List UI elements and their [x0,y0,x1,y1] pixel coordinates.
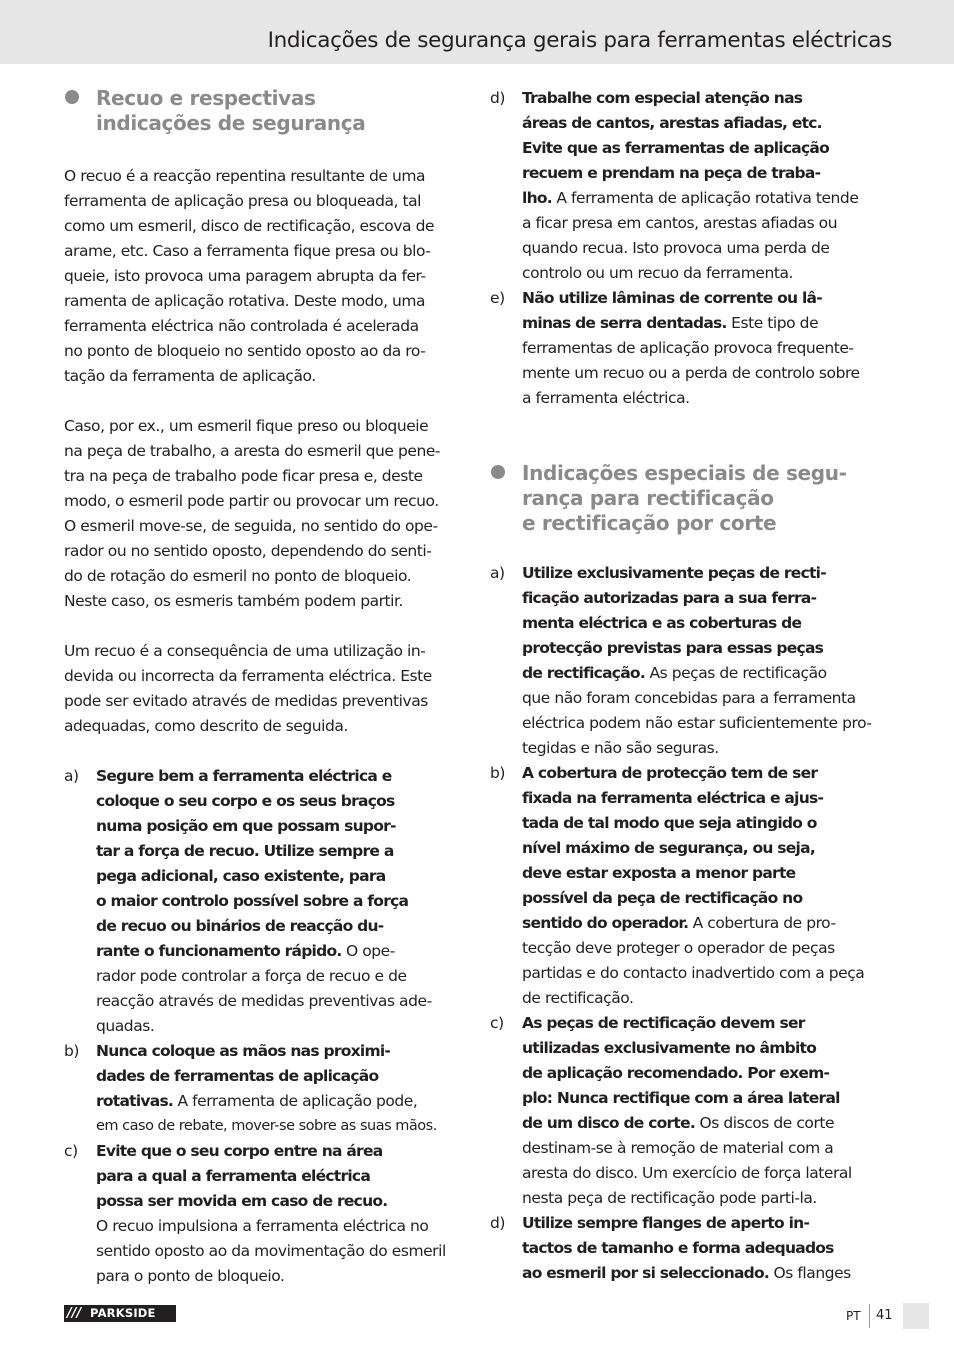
item-line [522,261,894,286]
regular-text: rador pode controlar a força de recuo e de [96,967,407,985]
bold-text: Segure bem a ferramenta eléctrica e [96,767,392,785]
regular-text: em caso de rebate, mover-se sobre as suas mãos. [96,1118,437,1134]
bold-text: tada de tal modo que seja atingido o [522,814,817,832]
item-line [96,939,466,964]
item-line [96,764,466,789]
bold-text: tactos de tamanho e forma adequados [522,1239,834,1257]
bold-text: de um disco de corte. [522,1114,695,1132]
regular-text: quando recua. Isto provoca uma perda de [522,239,830,257]
list-item [490,561,894,761]
parkside-logo [64,1305,176,1322]
regular-text: A ferramenta de aplicação rotativa tende [551,189,859,207]
bold-text: ficação autorizadas para a sua ferra- [522,589,817,607]
item-line [96,1114,466,1139]
language-code: PT [846,1309,861,1323]
item-line [522,736,894,761]
bold-text: sentido do operador. [522,914,689,932]
text-line: ferramenta eléctrica não controlada é acelerada [64,317,419,335]
section-heading-recoil [64,86,466,136]
heading-line: rança para rectificação [522,486,774,510]
item-line [522,861,894,886]
paragraph-recoil-definition [64,164,466,389]
heading-line: Indicações especiais de segu- [522,461,847,485]
bold-text: lho. [522,189,552,207]
item-line [522,886,894,911]
item-line [96,1014,466,1039]
regular-text: destinam-se à remoção de material com a [522,1139,834,1157]
item-line [96,864,466,889]
regular-text: de rectificação. [522,989,634,1007]
item-line [522,1261,894,1286]
header-bar [0,0,954,64]
item-line [522,911,894,936]
list-item [490,86,894,286]
item-line [522,1036,894,1061]
regular-text: que não foram concebidas para a ferramenta [522,689,856,707]
regular-text: a ferramenta eléctrica. [522,389,690,407]
regular-text: Os flanges [769,1264,851,1282]
item-line [522,811,894,836]
item-line [522,111,894,136]
regular-text: tecção deve proteger o operador de peças [522,939,835,957]
paragraph-recoil-consequence [64,639,466,739]
bold-text: minas de serra dentadas. [522,314,727,332]
list-item [490,1011,894,1211]
bold-text: ao esmeril por si seleccionado. [522,1264,770,1282]
text-line: O recuo é a reacção repentina resultante de uma [64,167,426,185]
item-line [522,186,894,211]
item-line [96,1189,466,1214]
item-line [96,914,466,939]
logo-slashes: /// [67,1306,82,1321]
item-line [522,361,894,386]
bold-text: coloque o seu corpo e os seus braços [96,792,395,810]
left-column [64,86,466,1289]
item-line [522,161,894,186]
item-line [522,561,894,586]
text-line: pode ser evitado através de medidas preventivas [64,692,428,710]
item-line [96,839,466,864]
regular-text: Este tipo de [726,314,819,332]
paragraph-recoil-example [64,414,466,614]
item-line [522,986,894,1011]
list-marker: c) [64,1142,78,1160]
bold-text: pega adicional, caso existente, para [96,867,386,885]
bold-text: Evite que as ferramentas de aplicação [522,139,830,157]
item-line [522,1111,894,1136]
bold-text: Evite que o seu corpo entre na área [96,1142,383,1160]
item-line [96,789,466,814]
text-line: como um esmeril, disco de rectificação, escova de [64,217,435,235]
regular-text: O ope- [341,942,395,960]
list-recoil-measures [64,764,466,1289]
list-marker: a) [64,767,79,785]
list-recoil-measures-continued [490,86,894,411]
heading-line: indicações de segurança [96,111,366,135]
text-line: O esmeril move-se, de seguida, no sentido do ope- [64,517,438,535]
list-marker: e) [490,289,505,307]
bold-text: nível máximo de segurança, ou seja, [522,839,815,857]
item-line [522,686,894,711]
regular-text: mente um recuo ou a perda de controlo sobre [522,364,860,382]
bold-text: Utilize exclusivamente peças de recti- [522,564,826,582]
text-line: ramenta de aplicação rotativa. Deste modo, uma [64,292,426,310]
item-line [96,1264,466,1289]
bold-text: áreas de cantos, arestas afiadas, etc. [522,114,822,132]
list-item [64,1139,466,1289]
list-item [490,1211,894,1286]
bold-text: A cobertura de protecção tem de ser [522,764,818,782]
item-line [96,1089,466,1114]
text-line: queie, isto provoca uma paragem abrupta da fer- [64,267,426,285]
text-line: ferramenta de aplicação presa ou bloqueada, tal [64,192,422,210]
text-line: arame, etc. Caso a ferramenta fique presa ou blo- [64,242,431,260]
bold-text: utilizadas exclusivamente no âmbito [522,1039,817,1057]
list-marker: c) [490,1014,504,1032]
regular-text: partidas e do contacto inadvertido com a peça [522,964,865,982]
item-line [522,1136,894,1161]
text-line: rador ou no sentido oposto, dependendo do senti- [64,542,432,560]
regular-text: A cobertura de pro- [688,914,836,932]
bold-text: protecção previstas para essas peças [522,639,824,657]
item-line [96,989,466,1014]
list-marker: b) [490,764,505,782]
bullet-icon [491,465,505,479]
item-line [96,1064,466,1089]
text-line: modo, o esmeril pode partir ou provocar um recuo. [64,492,439,510]
list-item [64,1039,466,1139]
item-line [522,1011,894,1036]
bold-text: menta eléctrica e as coberturas de [522,614,802,632]
bold-text: possível da peça de rectificação no [522,889,803,907]
item-line [522,1061,894,1086]
regular-text: Os discos de corte [695,1114,835,1132]
text-line: Um recuo é a consequência de uma utilização in- [64,642,426,660]
item-line [96,964,466,989]
item-line [522,761,894,786]
item-line [96,814,466,839]
page-number: 41 [876,1308,893,1323]
text-line: Neste caso, os esmeris também podem partir. [64,592,404,610]
bold-text: possa ser movida em caso de recuo. [96,1192,388,1210]
list-marker: a) [490,564,505,582]
bold-text: Nunca coloque as mãos nas proximi- [96,1042,391,1060]
item-line [96,1164,466,1189]
list-marker: d) [490,1214,505,1232]
page-corner-box [903,1303,929,1329]
bold-text: o maior controlo possível sobre a força [96,892,409,910]
item-line [522,1186,894,1211]
regular-text: para o ponto de bloqueio. [96,1267,285,1285]
page-title: Indicações de segurança gerais para ferramentas eléctricas [267,28,892,53]
regular-text: quadas. [96,1017,155,1035]
item-line [522,386,894,411]
item-line [522,586,894,611]
item-line [522,836,894,861]
bold-text: fixada na ferramenta eléctrica e ajus- [522,789,824,807]
item-line [522,286,894,311]
item-line [522,786,894,811]
logo-text: PARKSIDE [90,1306,156,1320]
item-line [522,936,894,961]
text-line: na peça de trabalho, a aresta do esmeril que pene- [64,442,441,460]
text-line: do de rotação do esmeril no ponto de bloqueio. [64,567,412,585]
item-line [96,889,466,914]
regular-text: sentido oposto ao da movimentação do esmeril [96,1242,446,1260]
item-line [96,1214,466,1239]
item-line [522,1236,894,1261]
list-marker: b) [64,1042,79,1060]
regular-text: controlo ou um recuo da ferramenta. [522,264,793,282]
regular-text: eléctrica podem não estar suficientemente pro- [522,714,872,732]
item-line [522,1086,894,1111]
item-line [522,1211,894,1236]
right-column [490,86,894,1286]
list-item [64,764,466,1039]
bold-text: para a qual a ferramenta eléctrica [96,1167,371,1185]
item-line [522,311,894,336]
item-line [96,1039,466,1064]
heading-line: Recuo e respectivas [96,86,316,110]
text-line: adequadas, como descrito de seguida. [64,717,348,735]
regular-text: A ferramenta de aplicação pode, [173,1092,418,1110]
regular-text: O recuo impulsiona a ferramenta eléctrica no [96,1217,429,1235]
bold-text: de aplicação recomendado. Por exem- [522,1064,830,1082]
item-line [522,961,894,986]
regular-text: a ficar presa em cantos, arestas afiadas ou [522,214,838,232]
item-line [522,711,894,736]
bold-text: plo: Nunca rectifique com a área lateral [522,1089,840,1107]
bold-text: Utilize sempre flanges de aperto in- [522,1214,810,1232]
list-grinding-instructions [490,561,894,1286]
item-line [522,211,894,236]
item-line [522,236,894,261]
item-line [522,661,894,686]
bullet-icon [65,90,79,104]
item-line [522,636,894,661]
bold-text: numa posição em que possam supor- [96,817,396,835]
item-line [522,86,894,111]
text-line: no ponto de bloqueio no sentido oposto ao da ro- [64,342,426,360]
text-line: tra na peça de trabalho pode ficar presa e, deste [64,467,423,485]
item-line [96,1239,466,1264]
item-line [522,611,894,636]
regular-text: tegidas e não são seguras. [522,739,719,757]
regular-text: ferramentas de aplicação provoca frequente- [522,339,854,357]
bold-text: Não utilize lâminas de corrente ou lâ- [522,289,822,307]
bold-text: Trabalhe com especial atenção nas [522,89,803,107]
bold-text: de rectificação. [522,664,645,682]
list-item [490,761,894,1011]
text-line: Caso, por ex., um esmeril fique preso ou bloqueie [64,417,429,435]
regular-text: aresta do disco. Um exercício de força lateral [522,1164,852,1182]
bold-text: dades de ferramentas de aplicação [96,1067,379,1085]
text-line: tação da ferramenta de aplicação. [64,367,316,385]
regular-text: reacção através de medidas preventivas ade- [96,992,432,1010]
bold-text: As peças de rectificação devem ser [522,1014,805,1032]
item-line [522,136,894,161]
bold-text: de recuo ou binários de reacção du- [96,917,384,935]
bold-text: tar a força de recuo. Utilize sempre a [96,842,394,860]
item-line [522,1161,894,1186]
bold-text: recuem e prendam na peça de traba- [522,164,821,182]
text-line: devida ou incorrecta da ferramenta eléctrica. Este [64,667,432,685]
regular-text: nesta peça de rectificação pode parti-la. [522,1189,817,1207]
item-line [96,1139,466,1164]
bold-text: rante o funcionamento rápido. [96,942,342,960]
section-heading-grinding [490,461,894,536]
bold-text: deve estar exposta a menor parte [522,864,796,882]
item-line [522,336,894,361]
footer-divider [869,1304,870,1328]
list-marker: d) [490,89,505,107]
bold-text: rotativas. [96,1092,174,1110]
list-item [490,286,894,411]
heading-line: e rectificação por corte [522,511,777,535]
regular-text: As peças de rectificação [644,664,827,682]
